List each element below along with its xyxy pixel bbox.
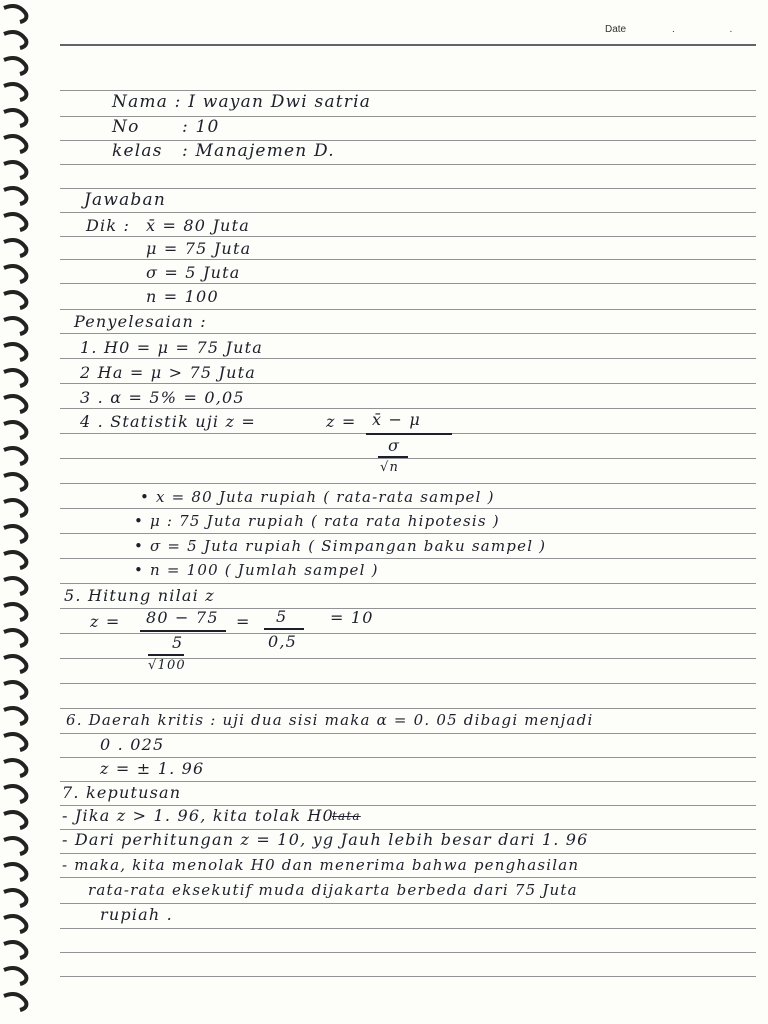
- ruled-line: [60, 283, 756, 284]
- step6-line: 0 . 025: [100, 735, 165, 754]
- known-prefix: Dik :: [86, 216, 131, 235]
- header-rule: [60, 44, 756, 46]
- definition-bullet: • μ : 75 Juta rupiah ( rata rata hipotesis ): [134, 512, 500, 530]
- step5-root: √100: [148, 658, 186, 673]
- ruled-line: [60, 90, 756, 91]
- known-item: σ = 5 Juta: [146, 263, 241, 282]
- formula-lhs: z =: [326, 412, 357, 431]
- identity-no-value: : 10: [182, 117, 220, 137]
- ruled-line: [60, 708, 756, 709]
- step5-denominator: 5: [172, 633, 184, 652]
- step5-numerator-2: 5: [276, 607, 288, 626]
- known-item: μ = 75 Juta: [146, 239, 252, 258]
- conclusion-line: rata-rata eksekutif muda dijakarta berbeda dari 75 Juta: [88, 881, 578, 899]
- ruled-line: [60, 259, 756, 260]
- ruled-line: [60, 508, 756, 509]
- step6-line: z = ± 1. 96: [100, 759, 205, 778]
- formula-denominator: σ: [388, 436, 401, 455]
- step5-fraction-bar-2: [264, 628, 304, 630]
- ruled-line: [60, 333, 756, 334]
- step5-denominator-2: 0,5: [268, 632, 298, 651]
- definition-bullet: • x = 80 Juta rupiah ( rata-rata sampel ): [140, 488, 495, 506]
- step5-result: = 10: [330, 608, 374, 627]
- ruled-line: [60, 928, 756, 929]
- conclusion-line: - maka, kita menolak H0 dan menerima bahwa penghasilan: [62, 856, 580, 874]
- solution-title: Penyelesaian :: [74, 312, 207, 331]
- ruled-line: [60, 781, 756, 782]
- ruled-line: [60, 533, 756, 534]
- solution-step: 2 Ha = μ > 75 Juta: [80, 363, 257, 382]
- identity-class-label: kelas: [112, 141, 163, 161]
- step5-numerator: 80 − 75: [146, 608, 219, 627]
- ruled-line: [60, 212, 756, 213]
- ruled-line: [60, 408, 756, 409]
- solution-step: 4 . Statistik uji z =: [80, 412, 257, 431]
- ruled-line: [60, 683, 756, 684]
- identity-no-label: No: [112, 117, 140, 137]
- ruled-line: [60, 952, 756, 953]
- ruled-line: [60, 164, 756, 165]
- ruled-line: [60, 188, 756, 189]
- ruled-line: [60, 976, 756, 977]
- struck-word: tata: [332, 809, 361, 823]
- ruled-line: [60, 358, 756, 359]
- ruled-line: [60, 140, 756, 141]
- ruled-line: [60, 116, 756, 117]
- ruled-line: [60, 483, 756, 484]
- ruled-line: [60, 309, 756, 310]
- answer-title: Jawaban: [84, 190, 167, 210]
- ruled-line: [60, 583, 756, 584]
- step5-title: 5. Hitung nilai z: [64, 586, 215, 605]
- step5-lhs: z =: [90, 612, 121, 631]
- ruled-line: [60, 236, 756, 237]
- ruled-line: [60, 903, 756, 904]
- solution-step: 3 . α = 5% = 0,05: [80, 388, 245, 407]
- identity-name: Nama : I wayan Dwi satria: [112, 92, 372, 112]
- definition-bullet: • σ = 5 Juta rupiah ( Simpangan baku sampel ): [134, 537, 547, 555]
- step5-equals: =: [236, 612, 251, 631]
- ruled-line: [60, 757, 756, 758]
- step6-line: 6. Daerah kritis : uji dua sisi maka α = 0. 05 dibagi menjadi: [66, 711, 594, 729]
- formula-root: √n: [380, 460, 400, 475]
- step7-title: 7. keputusan: [62, 783, 182, 802]
- ruled-line: [60, 558, 756, 559]
- spiral-binding: [0, 0, 40, 1024]
- definition-bullet: • n = 100 ( Jumlah sampel ): [134, 561, 379, 579]
- known-item: x̄ = 80 Juta: [146, 216, 250, 235]
- conclusion-line: - Dari perhitungan z = 10, yg Jauh lebih besar dari 1. 96: [62, 830, 589, 849]
- ruled-line: [60, 383, 756, 384]
- formula-fraction-bar: [366, 433, 452, 435]
- identity-class-value: : Manajemen D.: [182, 141, 335, 161]
- date-label: Date: [605, 24, 627, 35]
- conclusion-line: - Jika z > 1. 96, kita tolak H0: [62, 806, 334, 825]
- ruled-line: [60, 877, 756, 878]
- ruled-line: [60, 853, 756, 854]
- conclusion-line: rupiah .: [100, 905, 173, 924]
- formula-numerator: x̄ − μ: [372, 410, 421, 429]
- date-separators: . .: [672, 24, 759, 35]
- known-item: n = 100: [146, 287, 219, 306]
- ruled-line: [60, 458, 756, 459]
- ruled-line: [60, 733, 756, 734]
- ruled-line: [60, 633, 756, 634]
- step5-fraction-bar: [140, 630, 226, 632]
- solution-step: 1. H0 = μ = 75 Juta: [80, 338, 263, 357]
